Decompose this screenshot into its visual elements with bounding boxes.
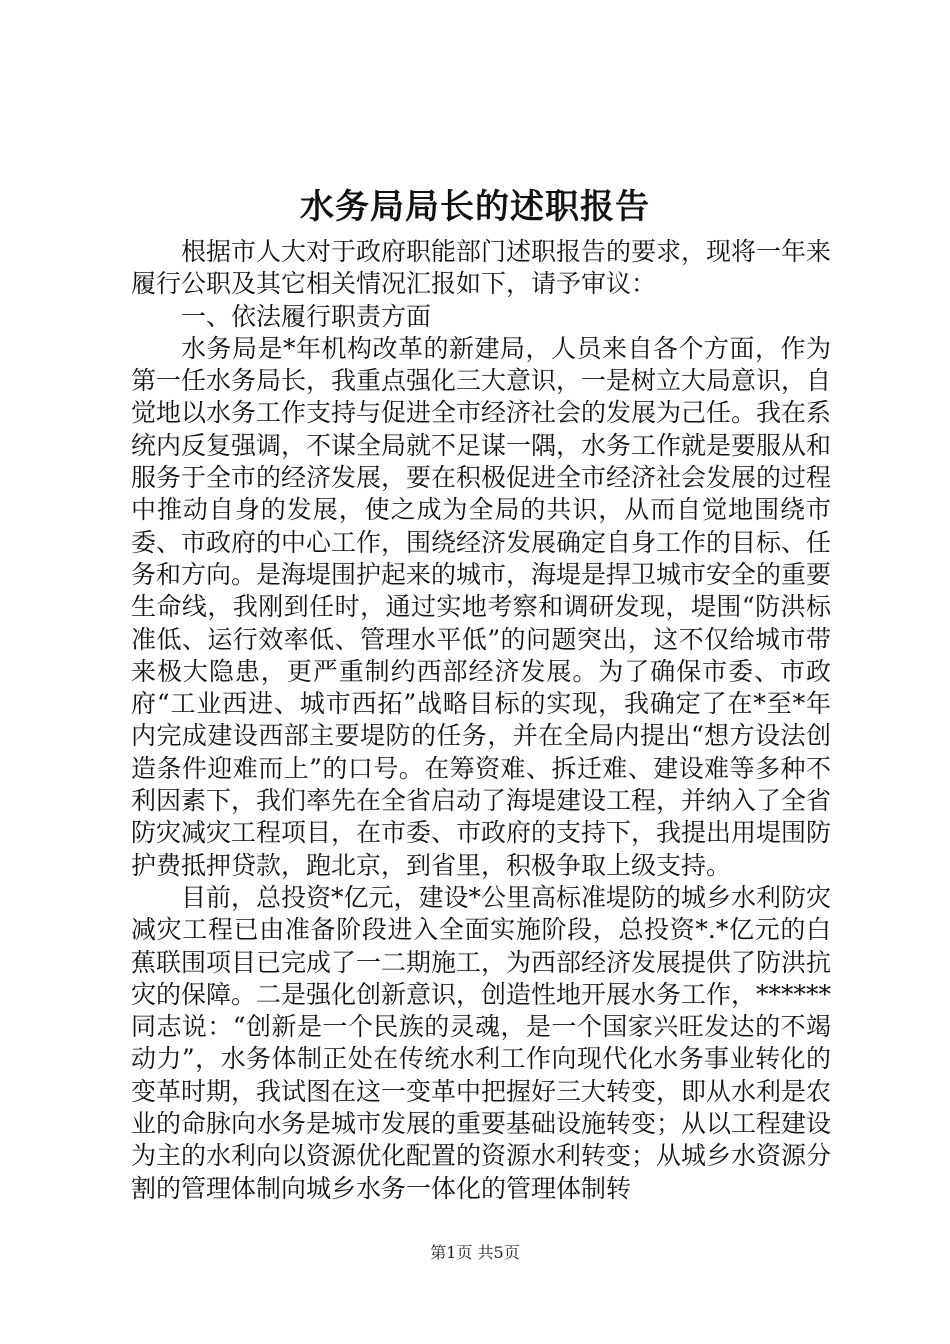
section-heading: 一、依法履行职责方面 bbox=[181, 301, 432, 331]
paragraph-body-1: 水务局是*年机构改革的新建局，人员来自各个方面，作为第一任水务局长，我重点强化三大意识，一是树立大局意识，自觉地以水务工作支持与促进全市经济社会的发展为己任。我在系统内反复强调，不谋全局就不足谋一隅，水务工作就是要服从和服务于全市的经济发展，要在积极促进全市经济社会发展的过程中推动自身的发展，使之成为全局的共识，从而自觉地围绕市委、市政府的中心工作，围绕经济发展确定自身工作的目标、任务和方向。是海堤围护起来的城市，海堤是捍卫城市安全的重要生命线，我刚到任时，通过实地考察和调研发现，堤围“防洪标准低、运行效率低、管理水平低”的问题突出，这不仅给城市带来极大隐患，更严重制约西部经济发展。为了确保市委、市政府“工业西进、城市西拓”战略目标的实现，我确定了在*至*年内完成建设西部主要堤防的任务，并在全局内提出“想方设法创造条件迎难而上”的口号。在筹资难、拆迁难、建设难等多种不利因素下，我们率先在全省启动了海堤建设工程，并纳入了全省防灾减灾工程项目，在市委、市政府的支持下，我提出用堤围防护费抵押贷款，跑北京，到省里，积极争取上级支持。 bbox=[131, 333, 832, 880]
document-body bbox=[131, 236, 831, 1205]
document-title: 水务局局长的述职报告 bbox=[300, 187, 650, 227]
page-number-footer: 第1页 共5页 bbox=[430, 1243, 520, 1262]
paragraph-intro: 根据市人大对于政府职能部门述职报告的要求，现将一年来履行公职及其它相关情况汇报如下，请予审议： bbox=[131, 237, 832, 299]
paragraph-body-2: 目前，总投资*亿元，建设*公里高标准堤防的城乡水利防灾减灾工程已由准备阶段进入全面实施阶段，总投资*.*亿元的白蕉联围项目已完成了一二期施工，为西部经济发展提供了防洪抗灾的保障。二是强化创新意识，创造性地开展水务工作，******同志说：“创新是一个民族的灵魂，是一个国家兴旺发达的不竭动力”，水务体制正处在传统水利工作向现代化水务事业转化的变革时期，我试图在这一变革中把握好三大转变，即从水利是农业的命脉向水务是城市发展的重要基础设施转变；从以工程建设为主的水利向以资源优化配置的资源水利转变；从城乡水资源分割的管理体制向城乡水务一体化的管理体制转 bbox=[131, 882, 832, 1203]
